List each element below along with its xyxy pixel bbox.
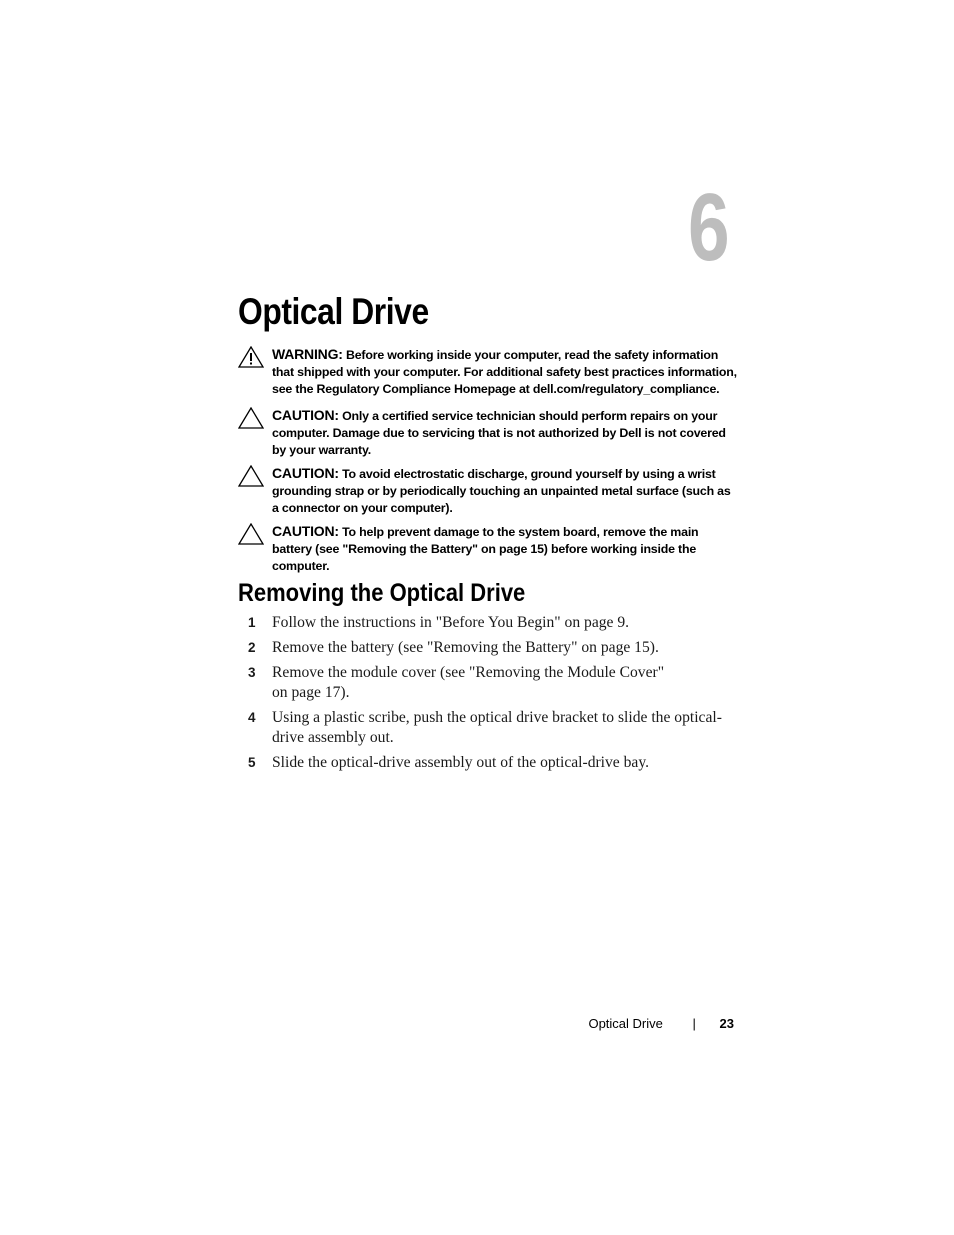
footer-section-name: Optical Drive xyxy=(588,1016,663,1031)
caution-triangle-icon xyxy=(238,523,264,545)
step-item xyxy=(248,708,738,748)
chapter-title: Optical Drive xyxy=(238,291,429,332)
step-item xyxy=(248,638,738,658)
procedure-steps xyxy=(248,613,738,778)
notice-label: WARNING: xyxy=(272,346,343,362)
notice-body: To avoid electrostatic discharge, ground yourself by using a wrist grounding strap or by periodically touching an unpainted metal surface (such as a connector on your computer). xyxy=(272,467,731,515)
warning-triangle-icon xyxy=(238,346,264,368)
warning-notice xyxy=(238,346,738,398)
page-number: 23 xyxy=(719,1016,734,1031)
step-text: Remove the module cover (see "Removing the Module Cover" on page 17). xyxy=(272,664,665,701)
notice-body: Only a certified service technician should perform repairs on your computer. Damage due to servicing that is not authorized by Dell is not covered by your warranty. xyxy=(272,409,726,457)
section-title: Removing the Optical Drive xyxy=(238,579,526,607)
step-item xyxy=(248,663,738,703)
step-text: Follow the instructions in "Before You Begin" on page 9. xyxy=(272,614,630,631)
page-footer xyxy=(588,1015,734,1033)
caution-text xyxy=(272,465,738,517)
caution-text xyxy=(272,407,738,459)
warning-text xyxy=(272,346,738,398)
footer-separator: | xyxy=(692,1016,696,1031)
step-text: Slide the optical-drive assembly out of the optical-drive bay. xyxy=(272,754,650,771)
notice-label: CAUTION: xyxy=(272,407,339,423)
notice-label: CAUTION: xyxy=(272,523,339,539)
step-item xyxy=(248,613,738,633)
caution-triangle-icon xyxy=(238,407,264,429)
caution-notice xyxy=(238,523,738,575)
caution-notice xyxy=(238,465,738,517)
caution-triangle-icon xyxy=(238,465,264,487)
step-text: Remove the battery (see "Removing the Battery" on page 15). xyxy=(272,639,659,656)
caution-text xyxy=(272,523,738,575)
step-text: Using a plastic scribe, push the optical drive bracket to slide the optical-drive assembly out. xyxy=(272,709,722,746)
step-item xyxy=(248,753,738,773)
step-number: 4 xyxy=(248,710,256,725)
notice-body: To help prevent damage to the system board, remove the main battery (see "Removing the Battery" on page 15) before working inside the computer. xyxy=(272,525,699,573)
step-number: 2 xyxy=(248,640,256,655)
step-number: 3 xyxy=(248,665,256,680)
caution-notice xyxy=(238,407,738,459)
step-number: 5 xyxy=(248,755,256,770)
notice-label: CAUTION: xyxy=(272,465,339,481)
chapter-number: 6 xyxy=(688,174,730,281)
step-number: 1 xyxy=(248,615,256,630)
notice-body: Before working inside your computer, read the safety information that shipped with your computer. For additional safety best practices information, see the Regulatory Compliance Homepage at dell.com/regulatory_compliance. xyxy=(272,348,737,396)
